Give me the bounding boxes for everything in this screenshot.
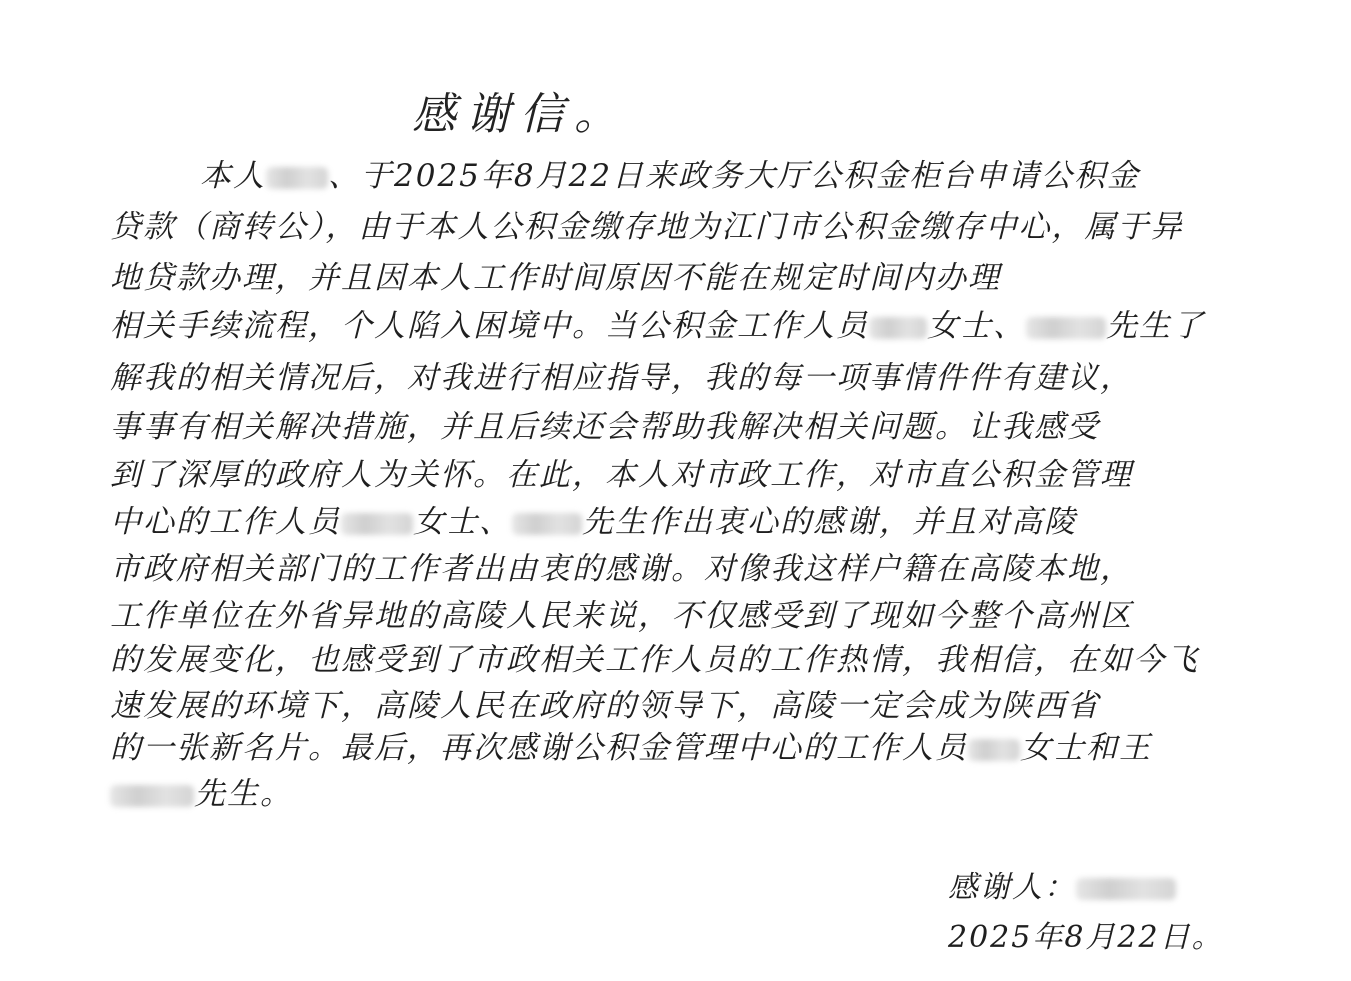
letter-line: 市政府相关部门的工作者出由衷的感谢。对像我这样户籍在高陵本地，: [110, 551, 1133, 587]
letter-title: 感谢信。: [412, 89, 628, 140]
letter-line: 到了深厚的政府人为关怀。在此，本人对市政工作，对市直公积金管理: [110, 457, 1133, 493]
redacted-name: [968, 739, 1020, 761]
redacted-name: [110, 785, 194, 807]
letter-line: 解我的相关情况后，对我进行相应指导，我的每一项事情件件有建议，: [110, 360, 1133, 396]
signature-label: 感谢人：: [948, 870, 1076, 905]
letter-line: 相关手续流程，个人陷入困境中。当公积金工作人员 女士、 先生了: [110, 308, 1205, 344]
letter-line: 的发展变化，也感受到了市政相关工作人员的工作热情，我相信，在如今飞: [110, 642, 1199, 678]
letter-line: 速发展的环境下，高陵人民在政府的领导下，高陵一定会成为陕西省: [110, 688, 1100, 724]
redacted-name: [1076, 878, 1176, 900]
redacted-name: [341, 513, 413, 535]
letter-line: 本人 、于2025年8月22日来政务大厅公积金柜台申请公积金: [200, 158, 1141, 194]
redacted-name: [512, 513, 582, 535]
letter-line: 贷款（商转公），由于本人公积金缴存地为江门市公积金缴存中心，属于异: [110, 209, 1184, 245]
letter-line: 地贷款办理，并且因本人工作时间原因不能在规定时间内办理: [110, 260, 1001, 296]
letter-line: 工作单位在外省异地的高陵人民来说，不仅感受到了现如今整个高州区: [110, 598, 1133, 634]
signature-line: [948, 862, 1176, 906]
redacted-name: [869, 317, 927, 339]
letter-line: 事事有相关解决措施，并且后续还会帮助我解决相关问题。让我感受: [110, 409, 1100, 445]
letter-line: 先生。: [110, 774, 293, 814]
letter-line: 的一张新名片。最后，再次感谢公积金管理中心的工作人员 女士和王: [110, 730, 1152, 766]
signature-date: 2025年8月22日。: [948, 920, 1224, 955]
letter-line: 中心的工作人员 女士、 先生作出衷心的感谢，并且对高陵: [110, 504, 1077, 540]
redacted-name: [1026, 317, 1106, 339]
redacted-name: [266, 167, 328, 189]
